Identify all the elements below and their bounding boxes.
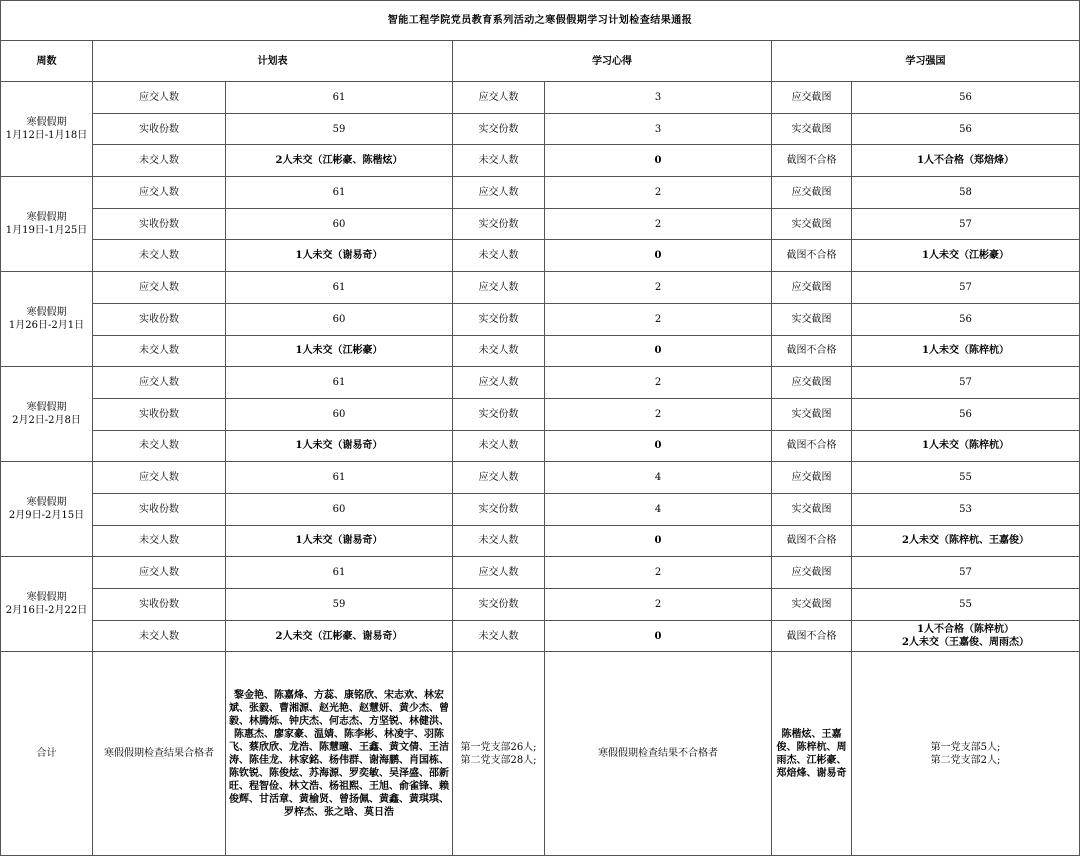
xxqg-value: 1人未交（江彬豪）: [852, 240, 1080, 272]
notes-label: 未交人数: [453, 620, 545, 652]
plan-value: 60: [226, 208, 453, 240]
table-row: [1, 82, 1080, 114]
week-cell: [1, 272, 93, 367]
plan-label: 实收份数: [93, 113, 226, 145]
week-label: 寒假假期: [26, 592, 67, 604]
plan-value: 1人未交（谢易奇）: [226, 525, 453, 557]
notes-value: 2: [545, 367, 772, 399]
week-range: 1月19日-1月25日: [5, 225, 88, 237]
page-title: 智能工程学院党员教育系列活动之寒假假期学习计划检查结果通报: [1, 1, 1080, 41]
notes-value: 2: [545, 272, 772, 304]
xxqg-label: 应交截图: [772, 177, 852, 209]
xxqg-label: 截图不合格: [772, 145, 852, 177]
table-row: [1, 208, 1080, 240]
table-row: [1, 493, 1080, 525]
fail-names: 陈楷炫、王嘉俊、陈梓杭、周雨杰、江彬豪、郑焙烽、谢易奇: [772, 652, 852, 856]
notes-value: 3: [545, 82, 772, 114]
plan-label: 应交人数: [93, 367, 226, 399]
week-cell: [1, 557, 93, 652]
table-row: [1, 272, 1080, 304]
notes-label: 未交人数: [453, 145, 545, 177]
plan-value: 61: [226, 367, 453, 399]
week-cell: [1, 82, 93, 177]
notes-label: 实交份数: [453, 589, 545, 621]
notes-label: 实交份数: [453, 493, 545, 525]
fail-label: 寒假假期检查结果不合格者: [545, 652, 772, 856]
plan-value: 1人未交（谢易奇）: [226, 430, 453, 462]
xxqg-label: 应交截图: [772, 557, 852, 589]
week-range: 1月12日-1月18日: [5, 130, 88, 142]
notes-value: 2: [545, 398, 772, 430]
header-plan: 计划表: [93, 41, 453, 82]
notes-value: 2: [545, 208, 772, 240]
plan-label: 未交人数: [93, 430, 226, 462]
notes-label: 实交份数: [453, 113, 545, 145]
xxqg-label: 应交截图: [772, 82, 852, 114]
table-row: [1, 113, 1080, 145]
fail-count-branch1: 第一党支部5人;: [930, 741, 1001, 753]
xxqg-value: 56: [852, 82, 1080, 114]
plan-value: 60: [226, 303, 453, 335]
xxqg-value: 1人未交（陈梓杭）: [852, 335, 1080, 367]
plan-label: 未交人数: [93, 335, 226, 367]
table-row: [1, 303, 1080, 335]
plan-label: 实收份数: [93, 398, 226, 430]
plan-value: 2人未交（江彬豪、陈楷炫）: [226, 145, 453, 177]
xxqg-label: 截图不合格: [772, 240, 852, 272]
pass-counts: [453, 652, 545, 856]
plan-label: 未交人数: [93, 620, 226, 652]
plan-label: 应交人数: [93, 272, 226, 304]
xxqg-value-line: 2人未交（王嘉俊、周雨杰）: [902, 637, 1029, 649]
notes-label: 实交份数: [453, 208, 545, 240]
fail-count-branch2: 第二党支部2人;: [930, 754, 1001, 766]
summary-label: 合计: [1, 652, 93, 856]
table-row: [1, 462, 1080, 494]
notes-value: 0: [545, 145, 772, 177]
xxqg-value: 55: [852, 462, 1080, 494]
plan-value: 61: [226, 82, 453, 114]
table-row: [1, 620, 1080, 652]
table-row: [1, 367, 1080, 399]
table-row: [1, 240, 1080, 272]
notes-label: 实交份数: [453, 398, 545, 430]
notes-label: 实交份数: [453, 303, 545, 335]
header-xxqg: 学习强国: [772, 41, 1080, 82]
xxqg-value: 57: [852, 208, 1080, 240]
notes-value: 4: [545, 493, 772, 525]
notes-label: 未交人数: [453, 335, 545, 367]
plan-value: 1人未交（江彬豪）: [226, 335, 453, 367]
notes-label: 应交人数: [453, 462, 545, 494]
xxqg-label: 应交截图: [772, 272, 852, 304]
plan-value: 60: [226, 493, 453, 525]
xxqg-label: 实交截图: [772, 589, 852, 621]
notes-value: 0: [545, 525, 772, 557]
plan-label: 应交人数: [93, 82, 226, 114]
plan-label: 应交人数: [93, 177, 226, 209]
pass-names: 黎金艳、陈嘉烽、方蕊、康铭欣、宋志欢、林宏斌、张毅、曹湘源、赵光艳、赵慧妍、黄少杰、曾毅、林腾烁、钟庆杰、何志杰、方坚锐、林健洪、陈惠杰、廖家豪、温婧、陈李彬、林凌宇、羽陈飞、蔡欣欣、龙浩、陈慧曈、王鑫、黄文倩、王洁涛、陈佳龙、林家銘、杨伟群、谢海鹏、肖国栋、陈钦锐、陈俊炫、苏海源、罗奕敏、吴泽盛、邵新旺、程智俭、林文浩、杨祖熙、王旭、俞雀锋、赖俊辉、甘活章、黄榆贤、曾扬佩、黄鑫、黄琪琪、罗梓杰、张之晗、莫日浩: [226, 652, 453, 856]
plan-value: 61: [226, 462, 453, 494]
week-cell: [1, 367, 93, 462]
fail-counts: [852, 652, 1080, 856]
week-label: 寒假假期: [26, 402, 67, 414]
notes-label: 应交人数: [453, 272, 545, 304]
notes-label: 应交人数: [453, 557, 545, 589]
notes-value: 2: [545, 303, 772, 335]
notes-label: 应交人数: [453, 82, 545, 114]
plan-value: 1人未交（谢易奇）: [226, 240, 453, 272]
xxqg-label: 截图不合格: [772, 620, 852, 652]
notes-label: 应交人数: [453, 177, 545, 209]
xxqg-label: 实交截图: [772, 398, 852, 430]
plan-value: 59: [226, 113, 453, 145]
plan-value: 61: [226, 177, 453, 209]
plan-label: 未交人数: [93, 240, 226, 272]
week-range: 1月26日-2月1日: [8, 320, 85, 332]
plan-label: 实收份数: [93, 589, 226, 621]
xxqg-value: 56: [852, 303, 1080, 335]
xxqg-label: 实交截图: [772, 493, 852, 525]
table-row: [1, 525, 1080, 557]
plan-value: 61: [226, 272, 453, 304]
plan-label: 实收份数: [93, 303, 226, 335]
week-cell: [1, 177, 93, 272]
xxqg-value: 58: [852, 177, 1080, 209]
plan-value: 59: [226, 589, 453, 621]
xxqg-label: 应交截图: [772, 367, 852, 399]
week-range: 2月9日-2月15日: [8, 510, 85, 522]
xxqg-label: 截图不合格: [772, 335, 852, 367]
summary-row: [1, 652, 1080, 856]
notes-label: 未交人数: [453, 240, 545, 272]
notes-value: 0: [545, 335, 772, 367]
notes-value: 2: [545, 177, 772, 209]
table-row: [1, 398, 1080, 430]
pass-count-branch1: 第一党支部26人;: [460, 741, 537, 753]
xxqg-value: 1人未交（陈梓杭）: [852, 430, 1080, 462]
xxqg-label: 应交截图: [772, 462, 852, 494]
week-range: 2月2日-2月8日: [12, 415, 81, 427]
pass-count-branch2: 第二党支部28人;: [460, 754, 537, 766]
notes-label: 未交人数: [453, 430, 545, 462]
xxqg-label: 实交截图: [772, 208, 852, 240]
notes-value: 0: [545, 430, 772, 462]
xxqg-label: 截图不合格: [772, 525, 852, 557]
xxqg-label: 实交截图: [772, 303, 852, 335]
plan-label: 未交人数: [93, 525, 226, 557]
xxqg-label: 截图不合格: [772, 430, 852, 462]
xxqg-value: 1人不合格（郑焙烽）: [852, 145, 1080, 177]
xxqg-value: 56: [852, 398, 1080, 430]
xxqg-value: 57: [852, 367, 1080, 399]
xxqg-value-line: 1人不合格（陈梓杭）: [917, 624, 1014, 636]
xxqg-value: 55: [852, 589, 1080, 621]
plan-label: 实收份数: [93, 208, 226, 240]
table-row: [1, 430, 1080, 462]
header-week: 周数: [1, 41, 93, 82]
xxqg-value: 56: [852, 113, 1080, 145]
week-label: 寒假假期: [26, 497, 67, 509]
week-label: 寒假假期: [26, 212, 67, 224]
notes-value: 2: [545, 557, 772, 589]
plan-value: 61: [226, 557, 453, 589]
notes-value: 4: [545, 462, 772, 494]
notes-value: 0: [545, 620, 772, 652]
xxqg-value: 2人未交（陈梓杭、王嘉俊）: [852, 525, 1080, 557]
pass-label: 寒假假期检查结果合格者: [93, 652, 226, 856]
notes-value: 0: [545, 240, 772, 272]
table-row: [1, 177, 1080, 209]
plan-value: 60: [226, 398, 453, 430]
table-row: [1, 589, 1080, 621]
xxqg-value: 57: [852, 557, 1080, 589]
table-row: [1, 335, 1080, 367]
xxqg-label: 实交截图: [772, 113, 852, 145]
week-range: 2月16日-2月22日: [5, 605, 88, 617]
week-label: 寒假假期: [26, 307, 67, 319]
plan-label: 实收份数: [93, 493, 226, 525]
xxqg-value: 53: [852, 493, 1080, 525]
plan-label: 应交人数: [93, 557, 226, 589]
notes-label: 应交人数: [453, 367, 545, 399]
notes-label: 未交人数: [453, 525, 545, 557]
week-label: 寒假假期: [26, 117, 67, 129]
table-row: [1, 145, 1080, 177]
header-notes: 学习心得: [453, 41, 772, 82]
table-row: [1, 557, 1080, 589]
plan-label: 应交人数: [93, 462, 226, 494]
xxqg-value: 57: [852, 272, 1080, 304]
plan-label: 未交人数: [93, 145, 226, 177]
week-cell: [1, 462, 93, 557]
xxqg-value: [852, 620, 1080, 652]
notes-value: 2: [545, 589, 772, 621]
plan-value: 2人未交（江彬豪、谢易奇）: [226, 620, 453, 652]
notes-value: 3: [545, 113, 772, 145]
